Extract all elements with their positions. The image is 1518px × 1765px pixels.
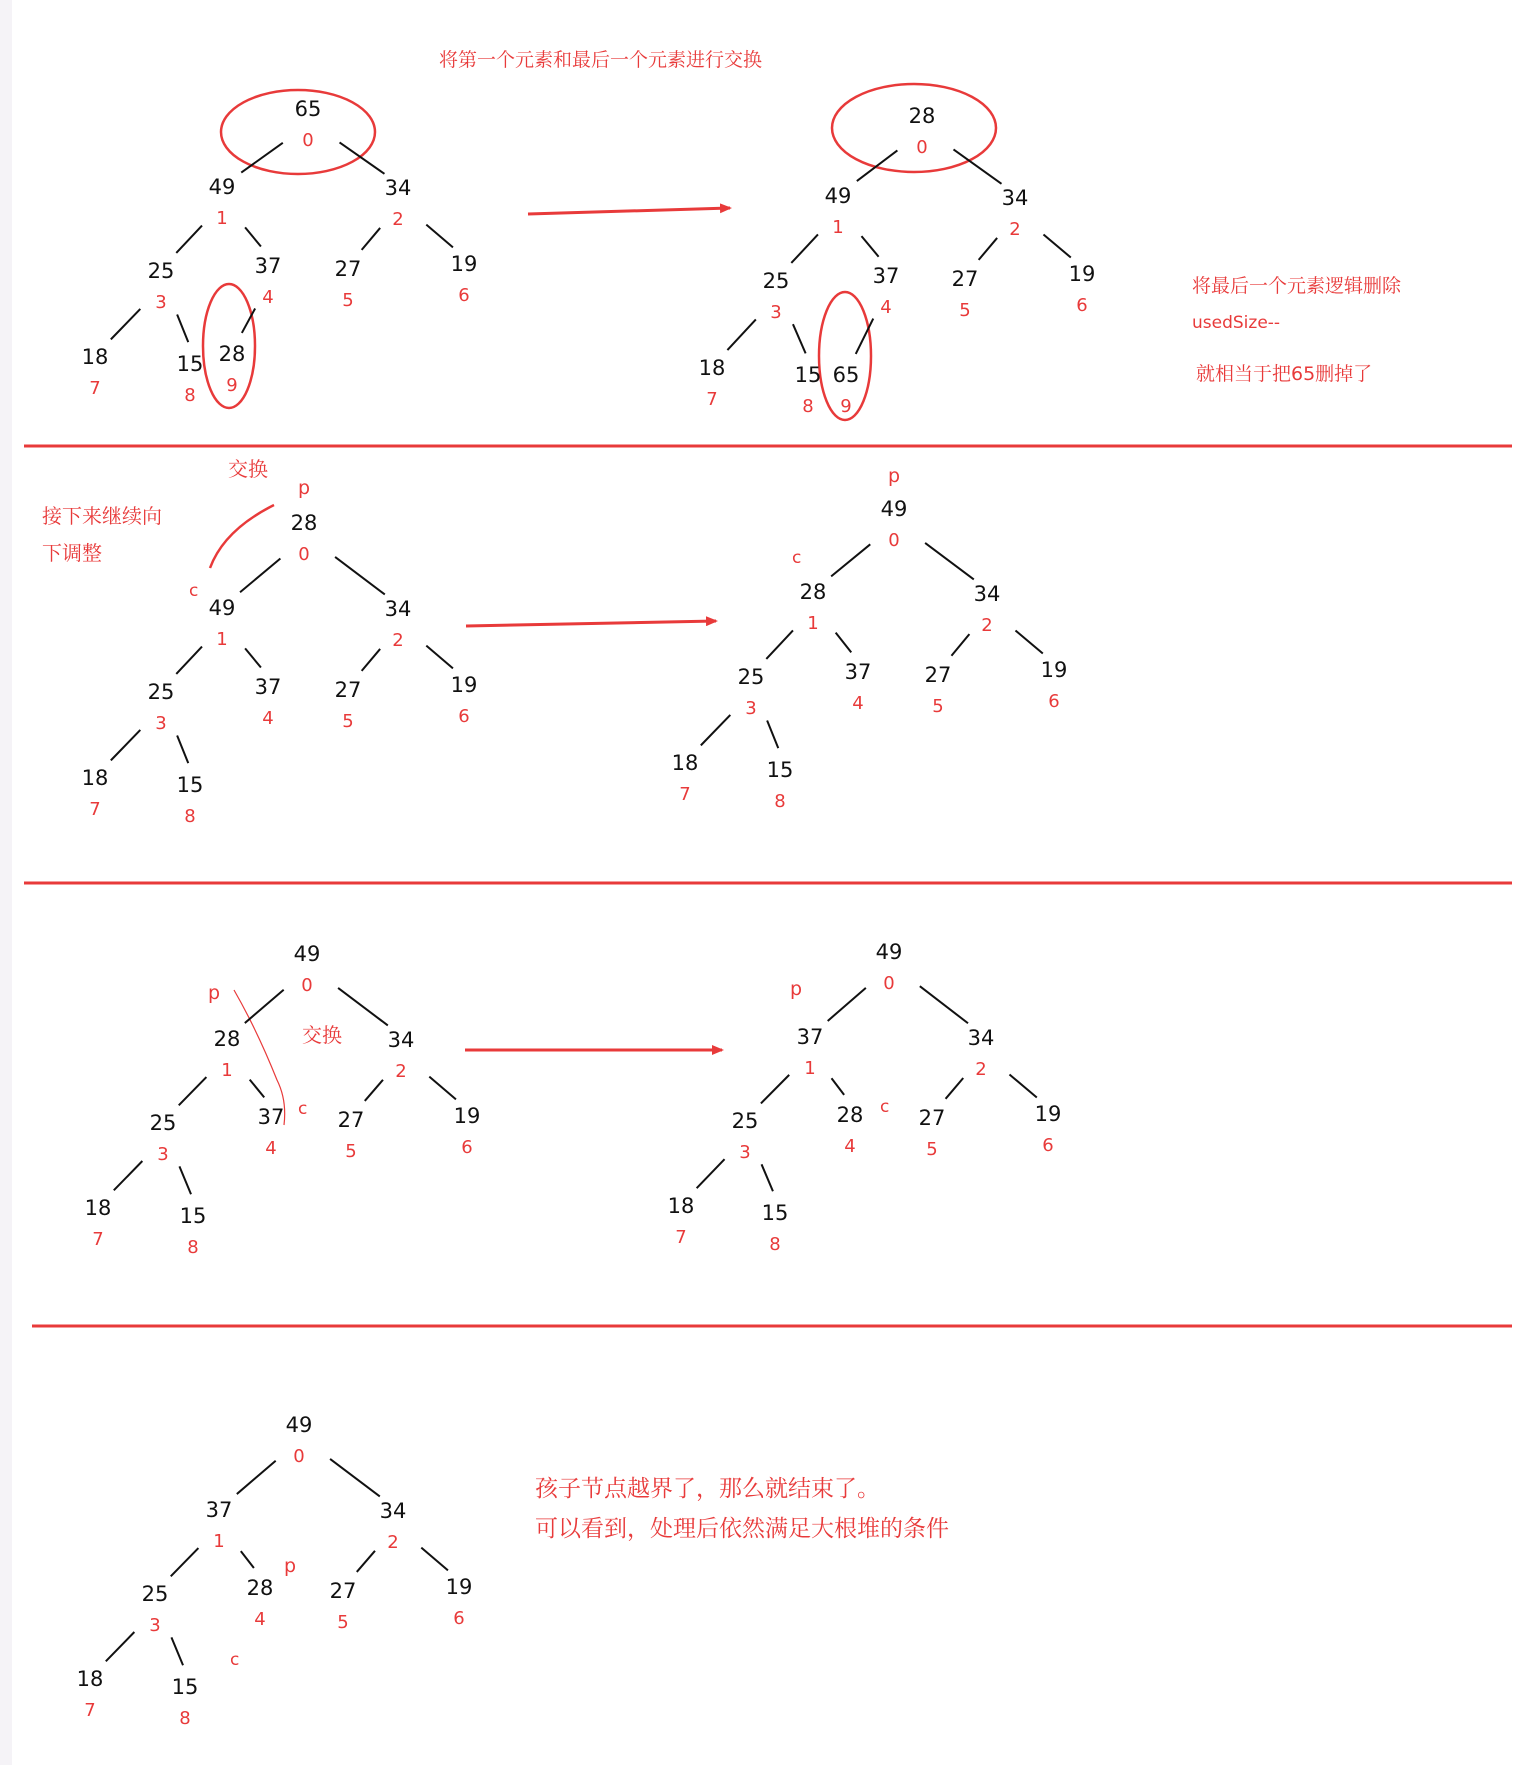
tree-edge xyxy=(836,633,852,653)
tree-edge xyxy=(176,226,202,253)
tree-edge xyxy=(857,150,898,181)
node-index: 5 xyxy=(959,300,971,321)
tree-edge xyxy=(362,228,380,250)
node-value: 34 xyxy=(379,1499,407,1523)
node-value: 19 xyxy=(1034,1102,1062,1126)
node-value: 25 xyxy=(147,680,175,704)
node-value: 18 xyxy=(667,1194,695,1218)
node-index: 7 xyxy=(84,1700,96,1721)
node-value: 25 xyxy=(731,1109,759,1133)
tree-edge xyxy=(925,543,974,580)
tree-edge xyxy=(338,988,388,1025)
node-index: 3 xyxy=(155,292,167,313)
node-index: 2 xyxy=(981,615,993,636)
node-index: 4 xyxy=(262,708,274,729)
node-value: 19 xyxy=(445,1575,473,1599)
node-index: 0 xyxy=(916,137,928,158)
child-pointer-label: c xyxy=(880,1097,890,1117)
annotation-delete-last: 将最后一个元素逻辑删除 xyxy=(1192,275,1402,297)
node-index: 1 xyxy=(216,208,228,229)
transition-arrow xyxy=(466,621,716,626)
annotation-continue-down: 接下来继续向 xyxy=(42,504,162,528)
node-index: 2 xyxy=(392,209,404,230)
node-value: 15 xyxy=(176,352,204,376)
tree-edge xyxy=(920,986,968,1023)
node-index: 5 xyxy=(342,290,354,311)
node-index: 8 xyxy=(802,396,814,417)
node-index: 4 xyxy=(265,1138,277,1159)
node-value: 34 xyxy=(1001,186,1029,210)
node-value: 18 xyxy=(81,766,109,790)
node-value: 28 xyxy=(908,104,936,128)
node-index: 6 xyxy=(1048,691,1060,712)
node-index: 3 xyxy=(155,713,167,734)
node-index: 7 xyxy=(706,389,718,410)
annotation-swap-first-last: 将第一个元素和最后一个元素进行交换 xyxy=(439,49,763,71)
heap-tree-s3-after xyxy=(668,940,1062,1255)
tree-edge xyxy=(831,544,870,576)
tree-edge xyxy=(171,1637,183,1665)
tree-edge xyxy=(426,225,453,248)
annotation-equiv-delete: 就相当于把65删掉了 xyxy=(1196,363,1373,385)
node-value: 27 xyxy=(334,678,362,702)
node-value: 19 xyxy=(1068,262,1096,286)
node-value: 15 xyxy=(179,1204,207,1228)
node-value: 34 xyxy=(384,176,412,200)
child-pointer-label: c xyxy=(298,1099,308,1119)
diagram-svg xyxy=(12,0,1518,1765)
node-index: 2 xyxy=(387,1532,399,1553)
heap-tree-s4-final xyxy=(77,1413,473,1729)
annotation-continue-down: 下调整 xyxy=(42,541,102,565)
node-index: 4 xyxy=(880,297,892,318)
parent-pointer-label: p xyxy=(208,982,221,1004)
node-index: 7 xyxy=(89,378,101,399)
node-value: 27 xyxy=(334,257,362,281)
node-index: 1 xyxy=(832,217,844,238)
node-value: 25 xyxy=(762,269,790,293)
tree-edge xyxy=(727,319,755,350)
node-value: 19 xyxy=(453,1104,481,1128)
node-index: 7 xyxy=(92,1229,104,1250)
annotation-swap: 交换 xyxy=(302,1023,342,1047)
node-value: 34 xyxy=(384,597,412,621)
node-index: 5 xyxy=(345,1141,357,1162)
node-value: 49 xyxy=(880,497,908,521)
parent-pointer-label: p xyxy=(790,978,803,1000)
tree-edge xyxy=(697,1159,725,1188)
node-value: 37 xyxy=(872,264,900,288)
node-value: 27 xyxy=(951,267,979,291)
node-value: 34 xyxy=(967,1026,995,1050)
node-index: 8 xyxy=(769,1234,781,1255)
node-value: 18 xyxy=(671,751,699,775)
tree-edge xyxy=(111,730,140,760)
heap-tree-s1-before xyxy=(82,97,478,406)
tree-edge xyxy=(701,715,730,745)
node-value: 28 xyxy=(799,580,827,604)
tree-edge xyxy=(357,1551,375,1572)
tree-edge xyxy=(861,236,878,257)
tree-edge xyxy=(177,314,188,342)
tree-edge xyxy=(106,1632,135,1661)
annotation-used-size: usedSize-- xyxy=(1192,313,1281,333)
tree-edge xyxy=(250,1080,265,1098)
tree-edge xyxy=(171,1548,199,1576)
tree-edge xyxy=(245,990,284,1023)
node-index: 2 xyxy=(395,1061,407,1082)
tree-edge xyxy=(1043,235,1070,258)
node-value: 25 xyxy=(147,259,175,283)
node-index: 8 xyxy=(187,1237,199,1258)
node-index: 0 xyxy=(888,530,900,551)
node-index: 7 xyxy=(89,799,101,820)
node-index: 6 xyxy=(1076,295,1088,316)
node-value: 18 xyxy=(698,356,726,380)
tree-edge xyxy=(114,1161,143,1190)
heap-tree-s3-before xyxy=(85,942,481,1258)
node-value: 15 xyxy=(176,773,204,797)
tree-edge xyxy=(365,1080,383,1101)
node-index: 2 xyxy=(1009,219,1021,240)
tree-edge xyxy=(793,324,806,353)
node-value: 18 xyxy=(76,1667,104,1691)
tree-edge xyxy=(240,558,280,592)
node-value: 15 xyxy=(794,363,822,387)
tree-edge xyxy=(179,1166,191,1194)
node-index: 3 xyxy=(149,1615,161,1636)
tree-edge xyxy=(426,646,453,669)
node-index: 9 xyxy=(226,375,238,396)
highlight-root-ellipse xyxy=(832,84,996,172)
node-value: 19 xyxy=(1040,658,1068,682)
node-index: 5 xyxy=(932,696,944,717)
node-value: 25 xyxy=(149,1111,177,1135)
node-value: 18 xyxy=(84,1196,112,1220)
tree-edge xyxy=(761,1075,789,1104)
heap-tree-s1-after xyxy=(699,104,1096,417)
node-index: 1 xyxy=(216,629,228,650)
tree-edge xyxy=(237,1461,276,1494)
node-value: 65 xyxy=(832,363,860,387)
node-index: 5 xyxy=(342,711,354,732)
tree-edge xyxy=(245,648,261,667)
node-index: 5 xyxy=(337,1612,349,1633)
tree-edge xyxy=(429,1077,456,1100)
swap-mark xyxy=(210,505,274,568)
tree-edge xyxy=(245,227,261,246)
node-index: 1 xyxy=(213,1531,225,1552)
node-value: 28 xyxy=(213,1027,241,1051)
tree-edge xyxy=(1009,1075,1036,1098)
node-index: 6 xyxy=(453,1608,465,1629)
node-value: 19 xyxy=(450,673,478,697)
tree-edge xyxy=(762,1164,773,1191)
node-value: 28 xyxy=(836,1103,864,1127)
parent-pointer-label: p xyxy=(284,1555,297,1577)
node-value: 37 xyxy=(205,1498,233,1522)
node-index: 4 xyxy=(852,693,864,714)
tree-edge xyxy=(340,142,385,173)
node-value: 25 xyxy=(737,665,765,689)
node-value: 27 xyxy=(337,1108,365,1132)
node-index: 6 xyxy=(1042,1135,1054,1156)
tree-edge xyxy=(335,557,385,594)
tree-edge xyxy=(179,1077,207,1105)
node-value: 28 xyxy=(246,1576,274,1600)
node-index: 5 xyxy=(926,1139,938,1160)
node-value: 34 xyxy=(973,582,1001,606)
tree-edge xyxy=(362,649,380,671)
node-index: 1 xyxy=(221,1060,233,1081)
node-index: 0 xyxy=(293,1446,305,1467)
tree-edge xyxy=(767,720,778,748)
parent-pointer-label: p xyxy=(888,465,901,487)
node-value: 65 xyxy=(294,97,322,121)
node-value: 49 xyxy=(208,175,236,199)
child-pointer-label: c xyxy=(230,1650,240,1670)
node-value: 25 xyxy=(141,1582,169,1606)
node-index: 7 xyxy=(675,1227,687,1248)
node-index: 4 xyxy=(262,287,274,308)
node-value: 15 xyxy=(761,1201,789,1225)
node-index: 3 xyxy=(770,302,782,323)
annotation-swap: 交换 xyxy=(228,457,268,481)
child-pointer-label: c xyxy=(792,548,802,568)
node-value: 28 xyxy=(218,342,246,366)
node-index: 6 xyxy=(458,285,470,306)
tree-edge xyxy=(330,1459,380,1496)
node-value: 37 xyxy=(796,1025,824,1049)
tree-edge xyxy=(946,1078,964,1099)
tree-edge xyxy=(766,630,793,659)
node-value: 49 xyxy=(875,940,903,964)
node-value: 49 xyxy=(824,184,852,208)
node-index: 4 xyxy=(844,1136,856,1157)
node-value: 28 xyxy=(290,511,318,535)
node-index: 7 xyxy=(679,784,691,805)
child-pointer-label: c xyxy=(189,581,199,601)
tree-edge xyxy=(951,634,969,656)
node-index: 8 xyxy=(774,791,786,812)
tree-edge xyxy=(241,1551,254,1568)
node-index: 6 xyxy=(461,1137,473,1158)
node-index: 1 xyxy=(807,613,819,634)
node-value: 15 xyxy=(766,758,794,782)
node-index: 0 xyxy=(883,973,895,994)
node-index: 2 xyxy=(392,630,404,651)
node-index: 2 xyxy=(975,1059,987,1080)
node-value: 37 xyxy=(254,254,282,278)
node-index: 0 xyxy=(301,975,313,996)
annotation-conclusion: 可以看到，处理后依然满足大根堆的条件 xyxy=(535,1516,949,1542)
node-value: 27 xyxy=(918,1106,946,1130)
node-index: 9 xyxy=(840,396,852,417)
node-index: 3 xyxy=(739,1142,751,1163)
tree-edge xyxy=(979,238,997,260)
heap-tree-s2-after xyxy=(672,497,1068,812)
tree-edge xyxy=(421,1548,448,1571)
node-value: 49 xyxy=(285,1413,313,1437)
heap-tree-s2-before xyxy=(82,511,478,827)
node-index: 8 xyxy=(179,1708,191,1729)
node-value: 27 xyxy=(329,1579,357,1603)
node-index: 0 xyxy=(302,130,314,151)
node-index: 6 xyxy=(458,706,470,727)
node-index: 3 xyxy=(157,1144,169,1165)
node-index: 8 xyxy=(184,385,196,406)
node-index: 8 xyxy=(184,806,196,827)
node-index: 4 xyxy=(254,1609,266,1630)
tree-edge xyxy=(177,735,188,763)
annotation-end: 孩子节点越界了，那么就结束了。 xyxy=(535,1476,880,1502)
node-value: 49 xyxy=(293,942,321,966)
node-value: 34 xyxy=(387,1028,415,1052)
node-value: 49 xyxy=(208,596,236,620)
tree-edge xyxy=(176,647,202,674)
node-value: 19 xyxy=(450,252,478,276)
tree-edge xyxy=(111,309,140,339)
tree-edge xyxy=(791,234,818,263)
node-value: 15 xyxy=(171,1675,199,1699)
node-value: 27 xyxy=(924,663,952,687)
tree-edge xyxy=(1015,631,1042,654)
parent-pointer-label: p xyxy=(298,477,311,499)
node-value: 18 xyxy=(81,345,109,369)
node-index: 3 xyxy=(745,698,757,719)
node-index: 0 xyxy=(298,544,310,565)
node-index: 1 xyxy=(804,1058,816,1079)
tree-edge xyxy=(828,988,866,1021)
node-value: 37 xyxy=(257,1105,285,1129)
node-value: 37 xyxy=(254,675,282,699)
heap-delete-diagram xyxy=(12,0,1518,1765)
node-value: 37 xyxy=(844,660,872,684)
tree-edge xyxy=(832,1078,845,1095)
transition-arrow xyxy=(528,208,730,214)
